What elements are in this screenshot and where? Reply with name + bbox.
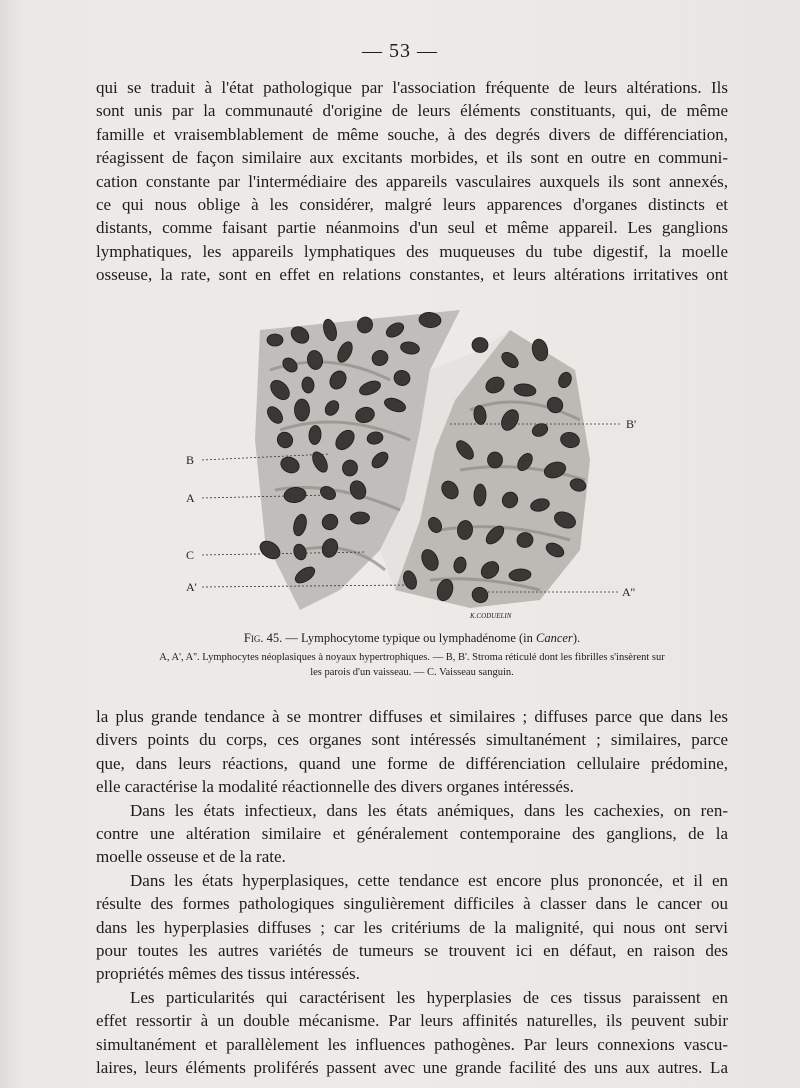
text-line: résulte des formes pathologiques singulièrement difficiles à classer dans le cancer ou	[96, 894, 728, 914]
figure-number: Fig. 45.	[243, 631, 283, 645]
histology-illustration	[180, 290, 650, 625]
text-line: moelle osseuse et de la rate.	[96, 847, 286, 867]
figure-title: — Lymphocytome typique ou lymphadénome (in	[285, 631, 533, 645]
text-line: Dans les états hyperplasiques, cette tendance est encore plus prononcée, et il en	[130, 870, 728, 890]
text-line: famille et vraisemblablement de même souche, à des degrés divers de différenciation,	[96, 124, 728, 144]
text-line: distants, comme faisant partie néanmoins d'un seul et même appareil. Les ganglions	[96, 218, 728, 238]
nucleus	[474, 484, 487, 506]
text-line: la plus grande tendance à se montrer diffuses et similaires ; diffuses parce que dans les	[96, 707, 728, 726]
figure-title-end: ).	[572, 631, 581, 645]
label-a-double-prime: A''	[622, 585, 635, 599]
figure-caption-title	[96, 631, 728, 646]
figure-caption-legend	[96, 650, 728, 680]
text-line: sont unis par la communauté d'origine de leurs éléments constituants, qui, de même	[96, 101, 728, 121]
nucleus	[487, 452, 503, 469]
text-line: osseuse, la rate, sont en effet en relations constantes, et leurs altérations irritatives ont	[96, 265, 728, 285]
text-line: réagissent de façon similaire aux excitants morbides, et ils sont en outre en communi-	[96, 148, 728, 168]
label-a: A	[186, 491, 195, 505]
text-line: qui se traduit à l'état pathologique par l'association fréquente de leurs altérations. Ils	[96, 78, 728, 97]
text-line: ce qui nous oblige à les considérer, malgré leurs apparences d'organes distincts et	[96, 195, 728, 215]
figure-source: Cancer	[536, 631, 573, 645]
text-line: cation constante par l'intermédiaire des appareils vasculaires auxquels ils sont annexés,	[96, 171, 728, 191]
histology-figure	[180, 290, 650, 625]
label-b-prime: B'	[626, 417, 637, 431]
text-line: Dans les états infectieux, dans les états anémiques, dans les cachexies, on ren-	[130, 800, 728, 820]
nucleus	[294, 399, 309, 421]
text-line: Les particularités qui caractérisent les hyperplasies de ces tissus paraissent en	[130, 987, 728, 1007]
text-line: effet ressortir à un double mécanisme. Par leurs affinités naturelles, ils peuvent subir	[96, 1011, 728, 1031]
nucleus	[267, 334, 283, 346]
artist-signature: K.CODUELIN	[470, 612, 512, 620]
paragraph-top	[96, 76, 728, 287]
nucleus	[350, 512, 369, 525]
text-line: que, dans leurs réactions, quand une forme de différenciation cellulaire prédomine,	[96, 753, 728, 773]
label-b: B	[186, 453, 195, 467]
text-line: dans les hyperplasies diffuses ; car les critériums de la malignité, qui nous ont servi	[96, 917, 728, 937]
text-line: contre une altération similaire et généralement contemporaine des ganglions, de la	[96, 824, 728, 844]
text-line: lymphatiques, les appareils lymphatiques des muqueuses du tube digestif, la moelle	[96, 241, 728, 261]
text-line: divers points du corps, ces organes sont intéressés simultanément ; similaires, parce	[96, 730, 728, 750]
label-a-prime: A'	[186, 580, 197, 594]
text-line: propriétés mêmes des tissus intéressés.	[96, 964, 360, 984]
nucleus	[472, 337, 489, 353]
label-c: C	[186, 548, 195, 562]
page-number: — 53 —	[362, 40, 438, 62]
text-line: elle caractérise la modalité réactionnelle des divers organes intéressés.	[96, 777, 574, 797]
text-line: simultanément et parallèlement les influences pathogènes. Par leurs connexions vascu-	[96, 1034, 728, 1054]
text-line: laires, leurs éléments proliférés passent avec une grande facilité des uns aux autres. La	[96, 1058, 728, 1078]
caption-legend-line: A, A', A''. Lymphocytes néoplasiques à noyaux hypertrophiques. — B, B'. Stroma réticulé dont les fibrilles s'insèrent sur	[159, 652, 665, 663]
text-line: pour toutes les autres variétés de tumeurs se trouvent ici en défaut, en raison des	[96, 941, 728, 961]
paragraphs-bottom	[96, 705, 728, 1080]
caption-legend-line: les parois d'un vaisseau. — C. Vaisseau sanguin.	[310, 667, 514, 678]
